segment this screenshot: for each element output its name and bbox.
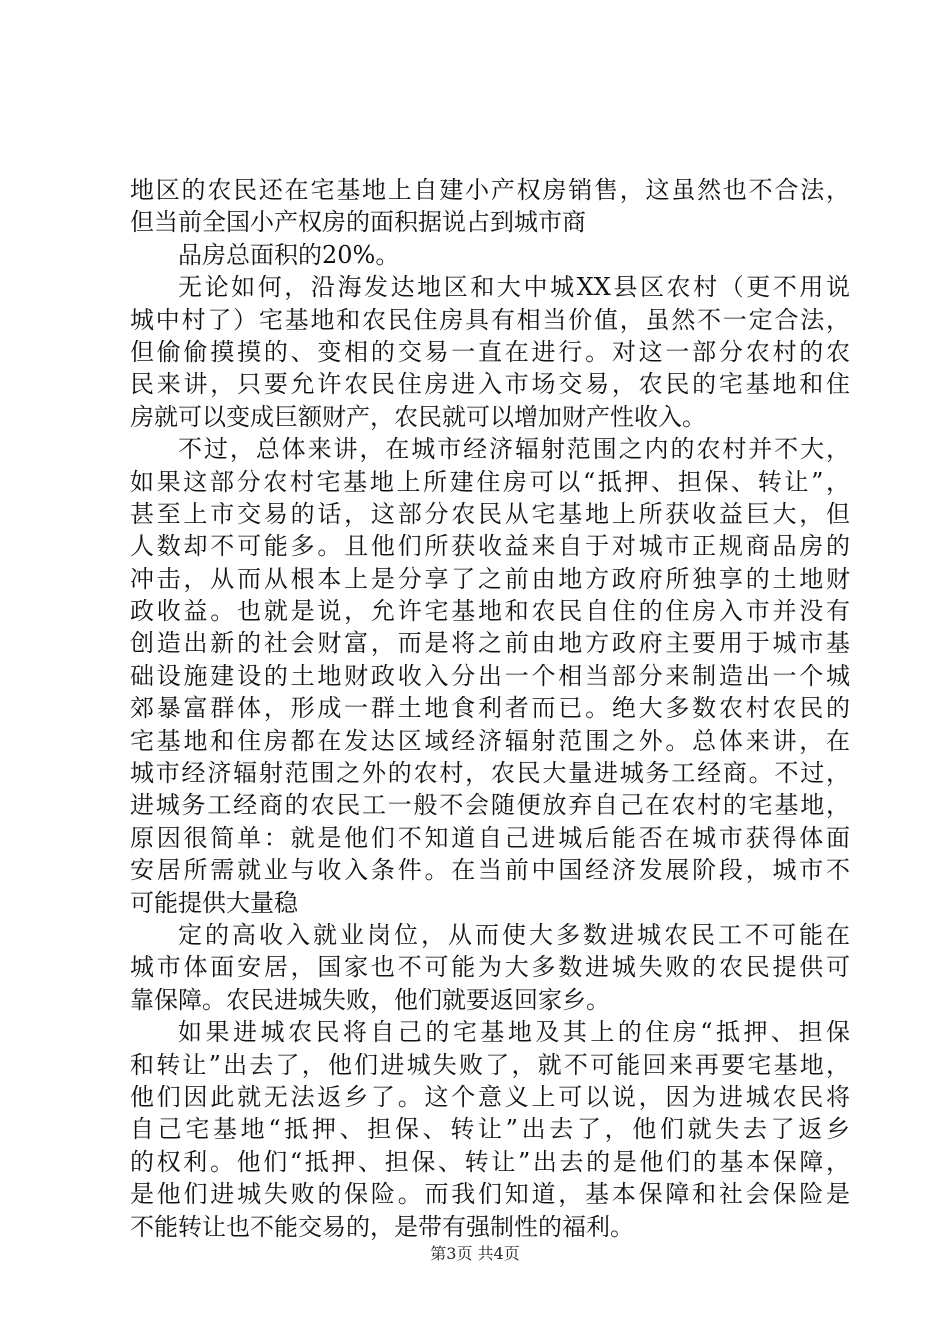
text-line: 原因很简单：就是他们不知道自己进城后能否在城市获得体面	[130, 823, 850, 852]
text-line: 品房总面积的20%。	[178, 240, 400, 269]
text-line: 如果进城农民将自己的宅基地及其上的住房“抵押、担保	[178, 1018, 850, 1047]
text-line: 如果这部分农村宅基地上所建住房可以“抵押、担保、转让”，	[130, 467, 850, 496]
page-footer: 第3页 共4页	[430, 1244, 520, 1263]
text-line: 政收益。也就是说，允许宅基地和农民自住的住房入市并没有	[130, 597, 850, 626]
text-line: 但偷偷摸摸的、变相的交易一直在进行。对这一部分农村的农	[130, 337, 850, 366]
text-line: 甚至上市交易的话，这部分农民从宅基地上所获收益巨大，但	[130, 499, 850, 528]
text-line: 无论如何，沿海发达地区和大中城XX县区农村（更不用说	[178, 273, 850, 302]
text-line: 础设施建设的土地财政收入分出一个相当部分来制造出一个城	[130, 661, 850, 690]
text-line: 城市经济辐射范围之外的农村，农民大量进城务工经商。不过，	[130, 759, 850, 788]
text-line: 郊暴富群体，形成一群土地食利者而已。绝大多数农村农民的	[130, 694, 850, 723]
text-line: 民来讲，只要允许农民住房进入市场交易，农民的宅基地和住	[130, 370, 850, 399]
text-line: 是他们进城失败的保险。而我们知道，基本保障和社会保险是	[130, 1180, 850, 1209]
text-line: 定的高收入就业岗位，从而使大多数进城农民工不可能在	[178, 920, 850, 949]
text-line: 他们因此就无法返乡了。这个意义上可以说，因为进城农民将	[130, 1082, 850, 1111]
text-line: 自己宅基地“抵押、担保、转让”出去了，他们就失去了返乡	[130, 1115, 850, 1144]
text-line: 城市体面安居，国家也不可能为大多数进城失败的农民提供可	[130, 953, 850, 982]
text-line: 地区的农民还在宅基地上自建小产权房销售，这虽然也不合法，	[130, 176, 850, 204]
text-line: 但当前全国小产权房的面积据说占到城市商	[130, 208, 586, 237]
text-line: 安居所需就业与收入条件。在当前中国经济发展阶段，城市不	[130, 856, 850, 885]
text-line: 创造出新的社会财富，而是将之前由地方政府主要用于城市基	[130, 629, 850, 658]
text-line: 不能转让也不能交易的，是带有强制性的福利。	[130, 1212, 634, 1241]
text-line: 不过，总体来讲，在城市经济辐射范围之内的农村并不大，	[178, 435, 850, 464]
text-line: 房就可以变成巨额财产，农民就可以增加财产性收入。	[130, 402, 706, 431]
text-line: 和转让”出去了，他们进城失败了，就不可能回来再要宅基地，	[130, 1050, 850, 1079]
text-line: 城中村了）宅基地和农民住房具有相当价值，虽然不一定合法，	[130, 305, 850, 334]
text-line: 进城务工经商的农民工一般不会随便放弃自己在农村的宅基地，	[130, 791, 850, 820]
text-line: 可能提供大量稳	[130, 888, 298, 917]
text-line: 靠保障。农民进城失败，他们就要返回家乡。	[130, 985, 610, 1014]
body-text	[130, 174, 850, 1243]
text-line: 冲击，从而从根本上是分享了之前由地方政府所独享的土地财	[130, 564, 850, 593]
text-line: 人数却不可能多。且他们所获收益来自于对城市正规商品房的	[130, 532, 850, 561]
text-line: 的权利。他们“抵押、担保、转让”出去的是他们的基本保障，	[130, 1147, 850, 1176]
text-line: 宅基地和住房都在发达区域经济辐射范围之外。总体来讲，在	[130, 726, 850, 755]
